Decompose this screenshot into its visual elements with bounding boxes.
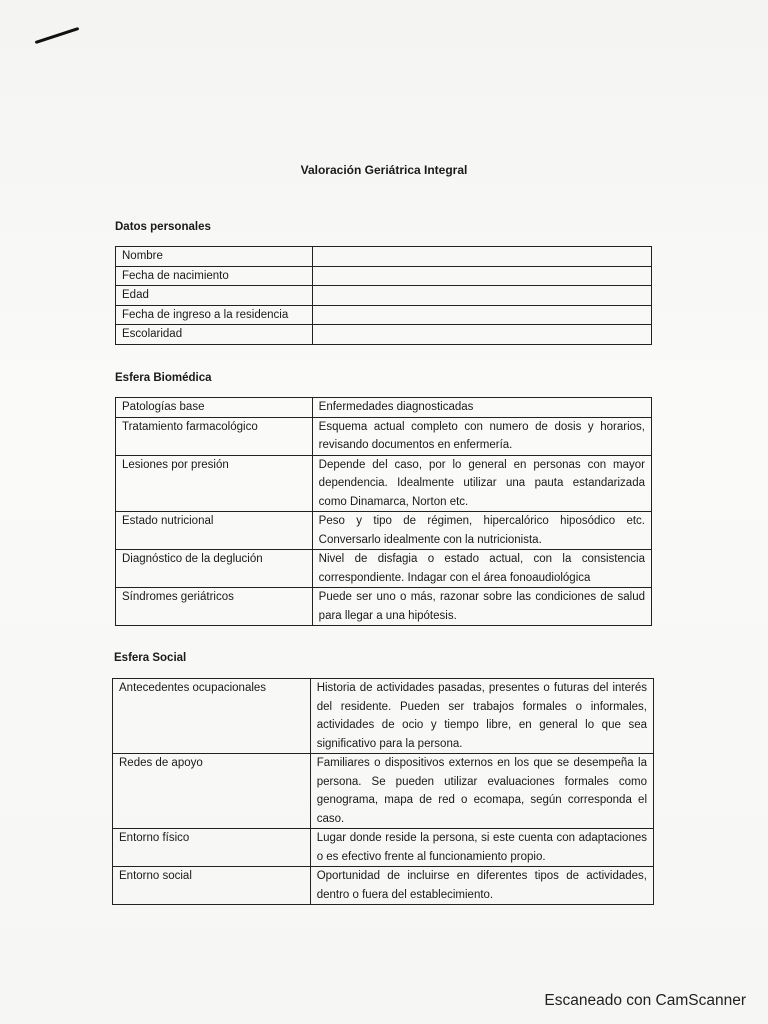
table-row xyxy=(116,325,652,345)
row-description: Peso y tipo de régimen, hipercalórico hiposódico etc. Conversarlo idealmente con la nutricionista. xyxy=(312,512,651,550)
row-label: Diagnóstico de la deglución xyxy=(116,550,313,588)
row-description: Esquema actual completo con numero de dosis y horarios, revisando documentos en enfermería. xyxy=(312,417,651,455)
table-row xyxy=(113,679,654,754)
table-row xyxy=(116,588,652,626)
section-heading-esfera-biomedica: Esfera Biomédica xyxy=(115,372,212,384)
row-label: Entorno social xyxy=(113,867,311,905)
field-value-empty xyxy=(312,266,651,286)
row-description: Enfermedades diagnosticadas xyxy=(312,398,651,418)
row-label: Síndromes geriátricos xyxy=(116,588,313,626)
table-row xyxy=(113,754,654,829)
document-title: Valoración Geriátrica Integral xyxy=(300,163,468,177)
field-label: Fecha de nacimiento xyxy=(116,266,313,286)
row-description: Puede ser uno o más, razonar sobre las condiciones de salud para llegar a una hipótesis. xyxy=(312,588,651,626)
row-description: Depende del caso, por lo general en personas con mayor dependencia. Idealmente utilizar una pauta estandarizada como Dinamarca, Norton etc. xyxy=(312,455,651,512)
row-label: Tratamiento farmacológico xyxy=(116,417,313,455)
table-row xyxy=(116,266,652,286)
pen-mark xyxy=(35,27,80,44)
section-heading-esfera-social: Esfera Social xyxy=(114,652,187,664)
table-row xyxy=(116,455,652,512)
row-label: Antecedentes ocupacionales xyxy=(113,679,311,754)
scanner-watermark: Escaneado con CamScanner xyxy=(544,992,746,1009)
table-row xyxy=(116,305,652,325)
table-row xyxy=(116,247,652,267)
field-value-empty xyxy=(312,325,651,345)
table-row xyxy=(116,286,652,306)
row-label: Estado nutricional xyxy=(116,512,313,550)
table-row xyxy=(116,417,652,455)
row-description: Historia de actividades pasadas, presentes o futuras del interés del residente. Pueden ser trabajos formales o informales, actividades de ocio y tiempo libre, en general lo que sea significativo para la persona. xyxy=(310,679,653,754)
row-label: Patologías base xyxy=(116,398,313,418)
table-row xyxy=(116,398,652,418)
row-label: Lesiones por presión xyxy=(116,455,313,512)
esfera-social-table xyxy=(112,678,654,905)
row-description: Oportunidad de incluirse en diferentes tipos de actividades, dentro o fuera del establecimiento. xyxy=(310,867,653,905)
table-row xyxy=(113,829,654,867)
table-row xyxy=(116,512,652,550)
field-value-empty xyxy=(312,286,651,306)
row-description: Lugar donde reside la persona, si este cuenta con adaptaciones o es efectivo frente al funcionamiento propio. xyxy=(310,829,653,867)
section-heading-datos-personales: Datos personales xyxy=(115,221,211,233)
table-row xyxy=(116,550,652,588)
field-value-empty xyxy=(312,305,651,325)
field-value-empty xyxy=(312,247,651,267)
row-label: Entorno físico xyxy=(113,829,311,867)
field-label: Edad xyxy=(116,286,313,306)
field-label: Escolaridad xyxy=(116,325,313,345)
datos-personales-table xyxy=(115,246,652,345)
table-row xyxy=(113,867,654,905)
esfera-biomedica-table xyxy=(115,397,652,626)
row-description: Nivel de disfagia o estado actual, con la consistencia correspondiente. Indagar con el área fonoaudiológica xyxy=(312,550,651,588)
row-description: Familiares o dispositivos externos en los que se desempeña la persona. Se pueden utilizar evaluaciones formales como genograma, mapa de red o ecomapa, según corresponda el caso. xyxy=(310,754,653,829)
field-label: Fecha de ingreso a la residencia xyxy=(116,305,313,325)
field-label: Nombre xyxy=(116,247,313,267)
row-label: Redes de apoyo xyxy=(113,754,311,829)
